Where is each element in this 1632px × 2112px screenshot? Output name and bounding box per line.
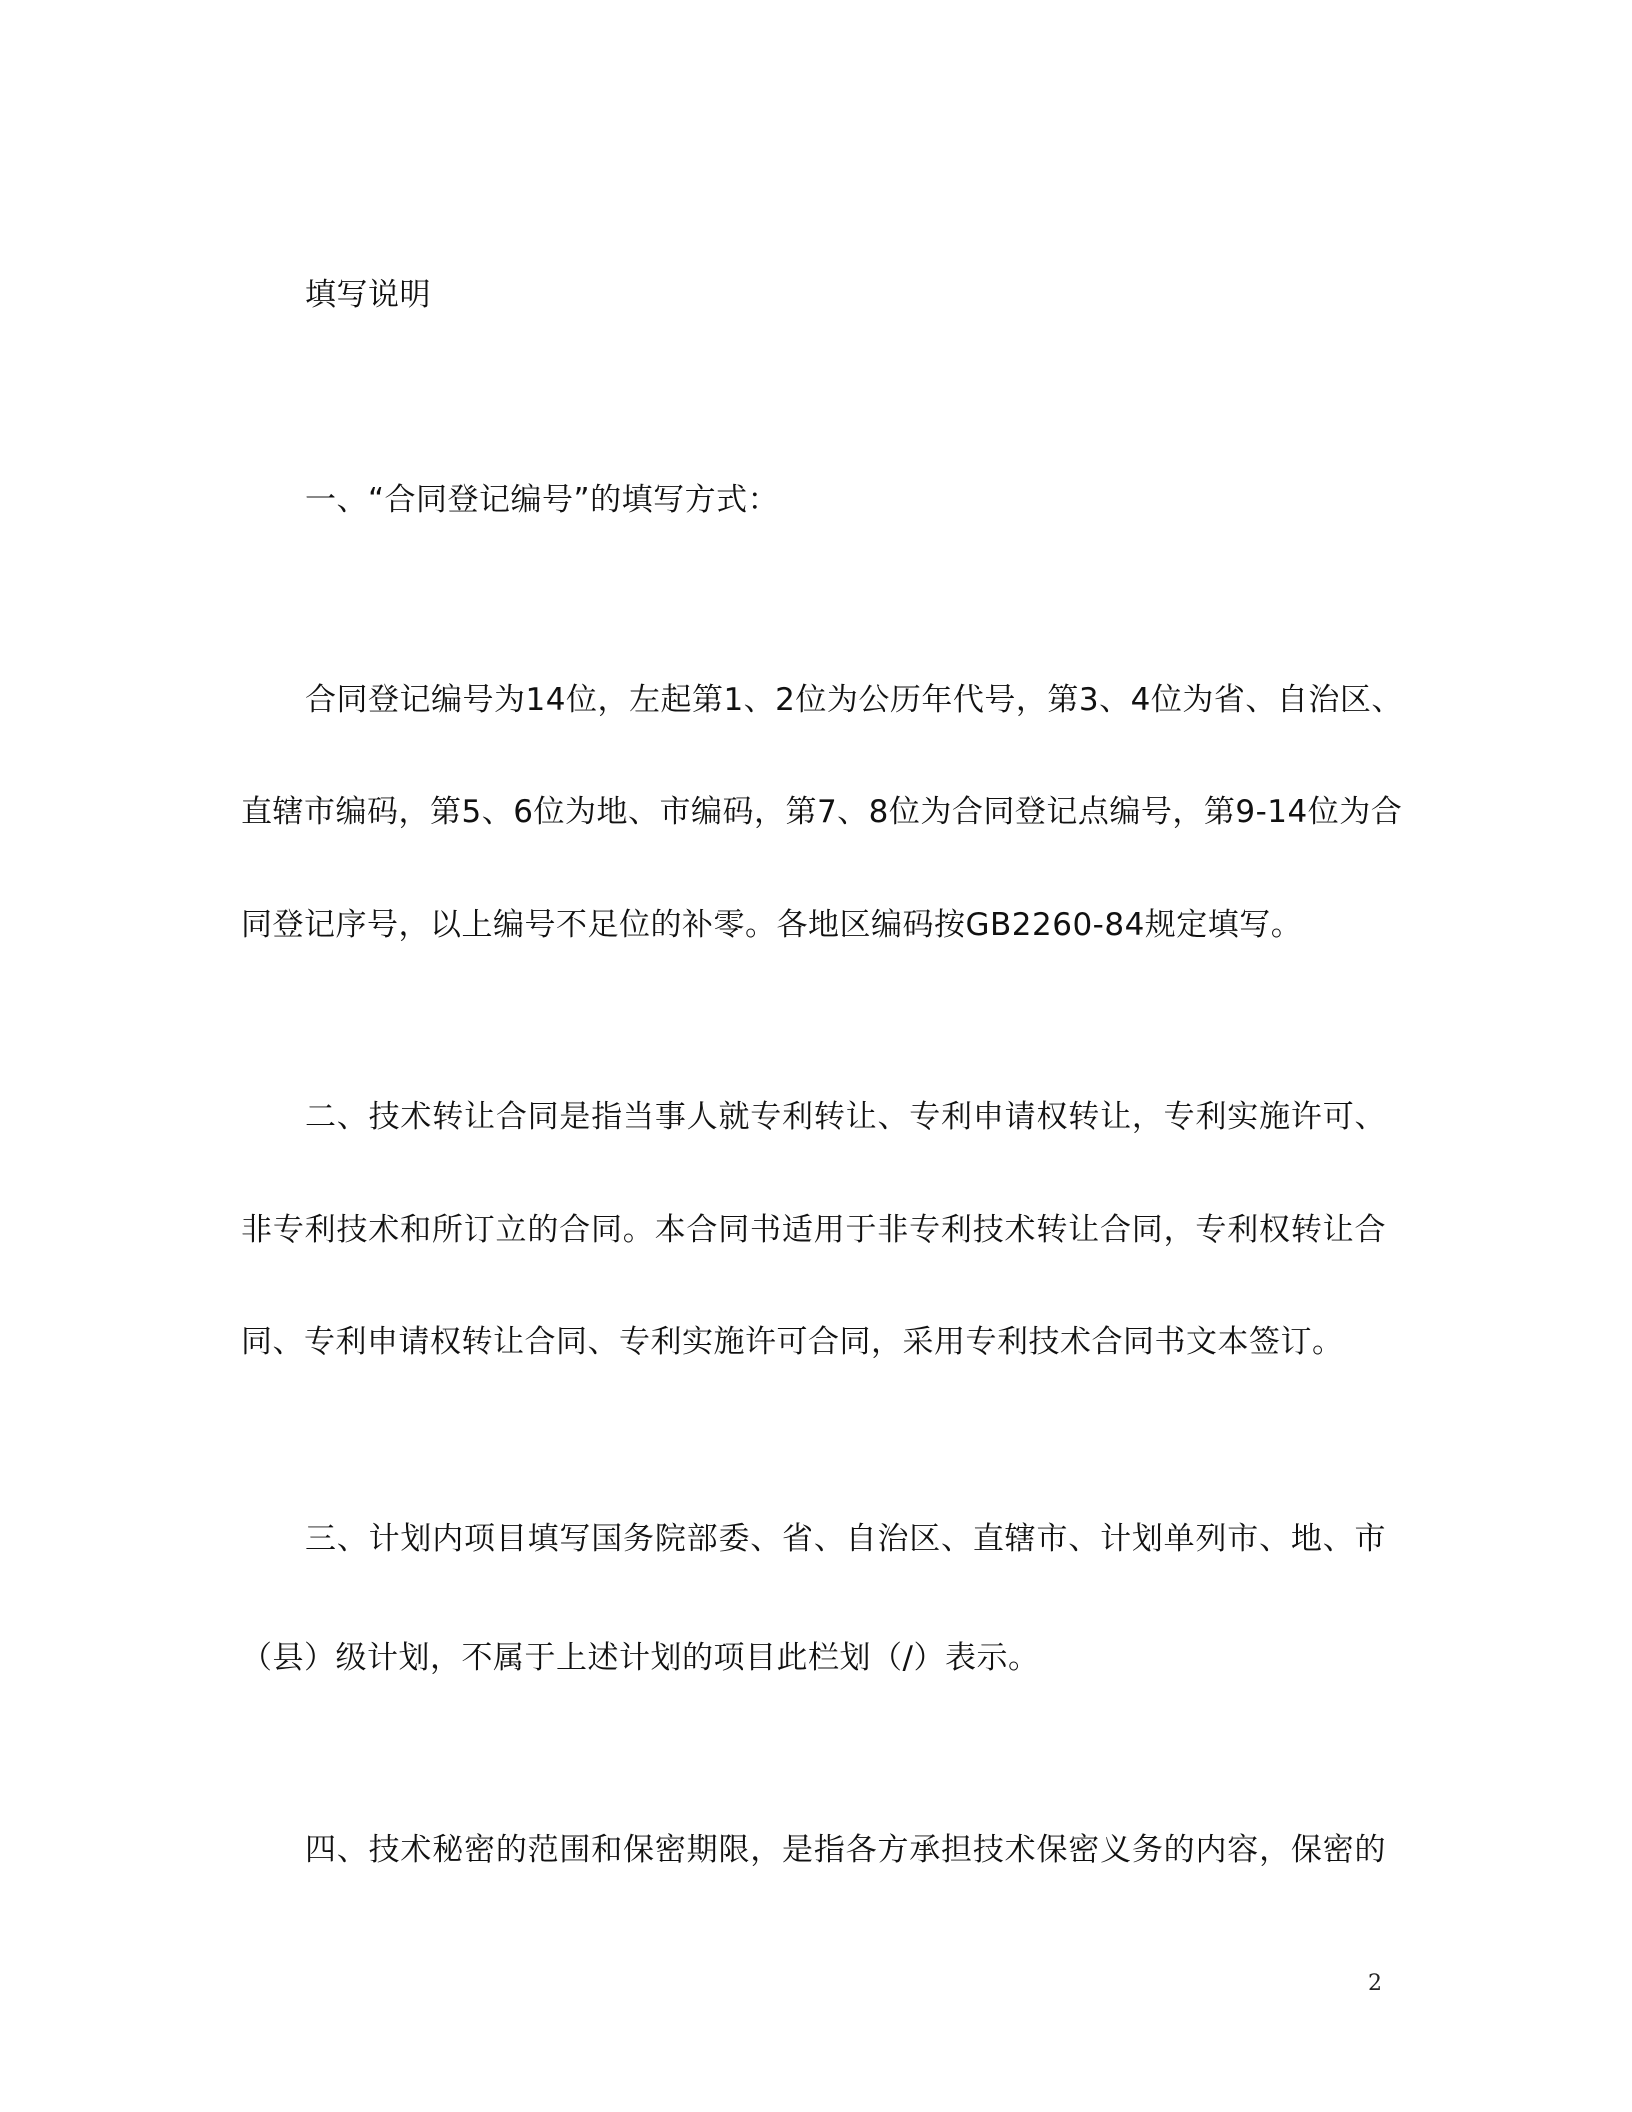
section-1-line-2: 直辖市编码，第5、6位为地、市编码，第7、8位为合同登记点编号，第9-14位为合 xyxy=(241,794,1403,830)
section-1-line-1: 合同登记编号为14位，左起第1、2位为公历年代号，第3、4位为省、自治区、 xyxy=(305,682,1403,718)
section-1-line-3: 同登记序号，以上编号不足位的补零。各地区编码按GB2260-84规定填写。 xyxy=(241,907,1303,943)
section-1-title: 一、“合同登记编号”的填写方式： xyxy=(305,482,780,518)
document-heading: 填写说明 xyxy=(305,277,431,313)
page-number: 2 xyxy=(1368,1971,1382,1996)
section-3-line-2: （县）级计划，不属于上述计划的项目此栏划（/）表示。 xyxy=(241,1640,1040,1676)
section-3-line-1: 三、计划内项目填写国务院部委、省、自治区、直辖市、计划单列市、地、市 xyxy=(305,1521,1386,1557)
section-2-line-3: 同、专利申请权转让合同、专利实施许可合同，采用专利技术合同书文本签订。 xyxy=(241,1324,1344,1360)
section-2-line-2: 非专利技术和所订立的合同。本合同书适用于非专利技术转让合同，专利权转让合 xyxy=(241,1212,1386,1248)
section-4-line-1: 四、技术秘密的范围和保密期限，是指各方承担技术保密义务的内容，保密的 xyxy=(305,1832,1386,1868)
section-2-line-1: 二、技术转让合同是指当事人就专利转让、专利申请权转让，专利实施许可、 xyxy=(305,1099,1386,1135)
